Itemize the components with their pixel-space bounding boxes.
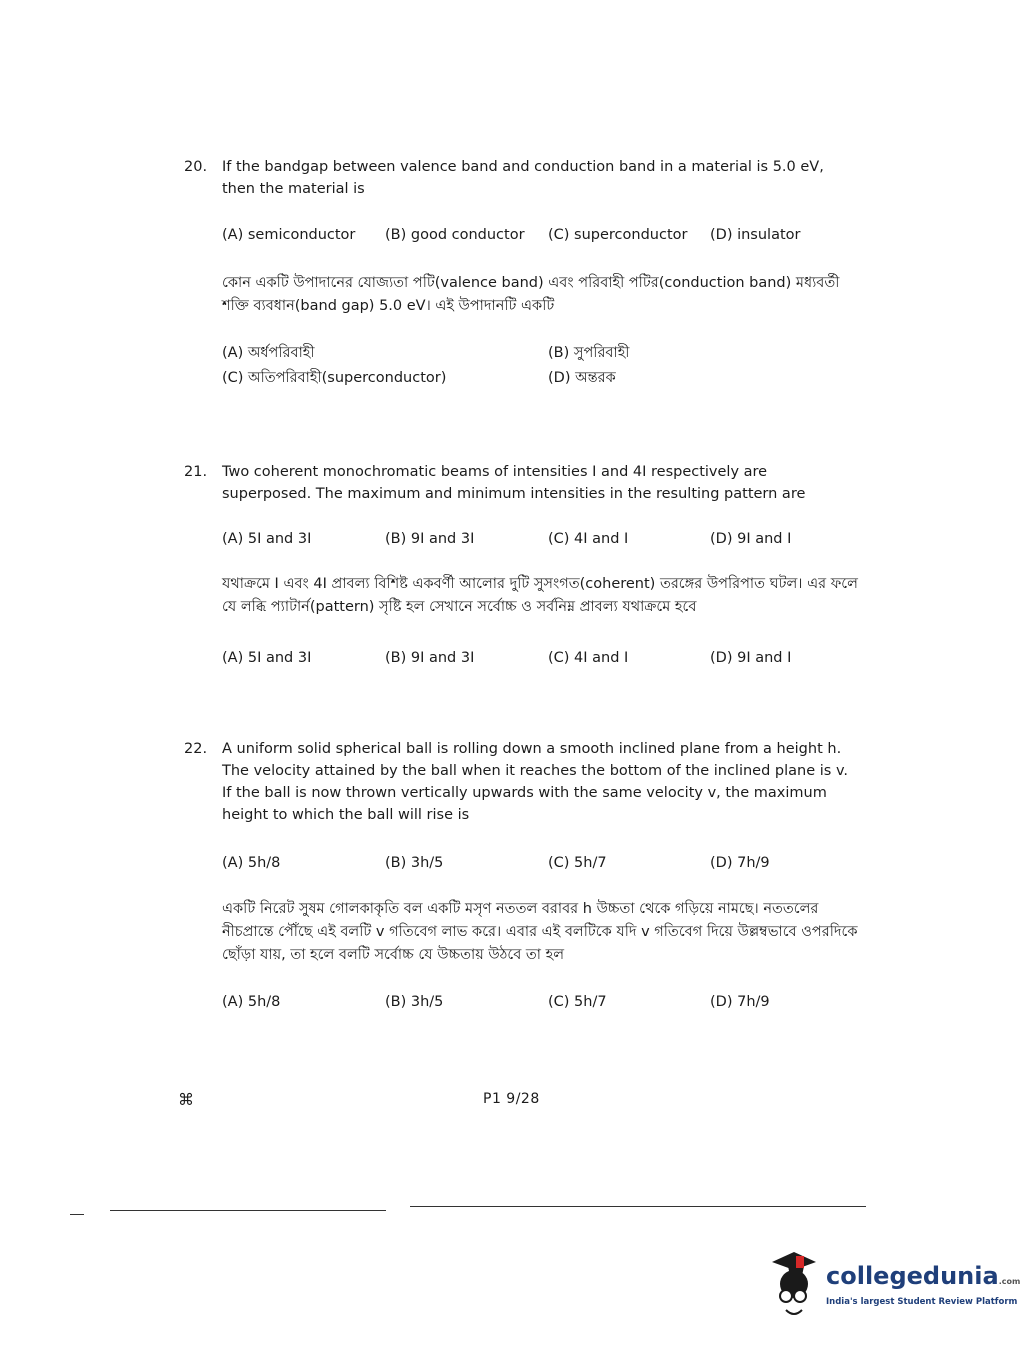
bengali-text: একটি নিরেট সুষম গোলকাকৃতি বল একটি মসৃণ নততল বরাবর h উচ্চতা থেকে গড়িয়ে নামছে। নততলের নীচপ্রান্তে পৌঁছে এই বলটি v গতিবেগ লাভ করে। এবার এই বলটিকে যদি v গতিবেগ দিয়ে উল্লম্বভাবে ওপরদিকে ছোঁড়া যায়, তা হলে বলটি সর্বোচ্চ যে উচ্চতায় উঠবে তা হল [222, 901, 858, 963]
options-row [222, 528, 862, 550]
options-row [222, 224, 862, 246]
logo-tagline: India's largest Student Review Platform [826, 1297, 1018, 1307]
divider-line [110, 1210, 386, 1211]
question-text: A uniform solid spherical ball is rolling down a smooth inclined plane from a height h. The velocity attained by the ball when it reaches the bottom of the inclined plane is v. If the ball is now thrown vertically upwards with the same velocity v, the maximum height to which the ball will rise is [222, 741, 849, 823]
bengali-option-c: (C) 5h/7 [548, 994, 607, 1010]
option-b: (B) good conductor [385, 227, 525, 243]
logo-wordmark [826, 1262, 1020, 1290]
option-c: (C) 4I and I [548, 531, 629, 547]
bengali-options-row [222, 647, 862, 669]
bengali-option-a: (A) 5I and 3I [222, 650, 312, 666]
question-number: 22. [184, 741, 208, 757]
bengali-option-a: (A) অর্ধপরিবাহী [222, 345, 315, 361]
divider-line [70, 1214, 84, 1215]
bengali-option-d: (D) 9I and I [710, 650, 792, 666]
option-a: (A) 5h/8 [222, 855, 281, 871]
bengali-option-b: (B) 3h/5 [385, 994, 444, 1010]
bengali-text: যথাক্রমে I এবং 4I প্রাবল্য বিশিষ্ট একবর্ণী আলোর দুটি সুসংগত(coherent) তরঙ্গের উপরিপাত ঘটল। এর ফলে যে লব্ধি প্যাটার্ন(pattern) সৃষ্টি হল সেখানে সর্বোচ্চ ও সর্বনিম্ন প্রাবল্য যথাক্রমে হবে [222, 576, 858, 615]
option-b: (B) 3h/5 [385, 855, 444, 871]
divider-line [410, 1206, 866, 1207]
bengali-text: কোন একটি উপাদানের যোজ্যতা পটি(valence band) এবং পরিবাহী পটির(conduction band) মধ্যবর্তী শক্তি ব্যবধান(band gap) 5.0 eV। এই উপাদানটি একটি [222, 275, 840, 314]
bengali-option-a: (A) 5h/8 [222, 994, 281, 1010]
collegedunia-logo [766, 1248, 1021, 1328]
bengali-option-b: (B) 9I and 3I [385, 650, 475, 666]
bengali-option-d: (D) অন্তরক [548, 370, 616, 386]
option-b: (B) 9I and 3I [385, 531, 475, 547]
logo-name: collegedunia [826, 1262, 999, 1290]
bengali-options-row [222, 991, 862, 1013]
option-a: (A) 5I and 3I [222, 531, 312, 547]
options-row [222, 852, 862, 874]
option-d: (D) insulator [710, 227, 801, 243]
option-c: (C) superconductor [548, 227, 688, 243]
bengali-option-d: (D) 7h/9 [710, 994, 770, 1010]
question-number: 20. [184, 159, 208, 175]
question-text: If the bandgap between valence band and conduction band in a material is 5.0 eV, then the material is [222, 159, 824, 197]
bengali-option-b: (B) সুপরিবাহী [548, 345, 630, 361]
logo-suffix: .com [998, 1277, 1021, 1286]
option-c: (C) 5h/7 [548, 855, 607, 871]
question-text: Two coherent monochromatic beams of intensities I and 4I respectively are superposed. The maximum and minimum intensities in the resulting pattern are [222, 464, 806, 502]
page-number: P1 9/28 [483, 1091, 540, 1107]
question-number: 21. [184, 464, 208, 480]
option-a: (A) semiconductor [222, 227, 356, 243]
option-d: (D) 9I and I [710, 531, 792, 547]
footer-symbol: ⌘ [178, 1090, 194, 1109]
option-d: (D) 7h/9 [710, 855, 770, 871]
bengali-option-c: (C) 4I and I [548, 650, 629, 666]
logo-mascot-icon [766, 1248, 824, 1328]
bengali-option-c: (C) অতিপরিবাহী(superconductor) [222, 370, 447, 386]
